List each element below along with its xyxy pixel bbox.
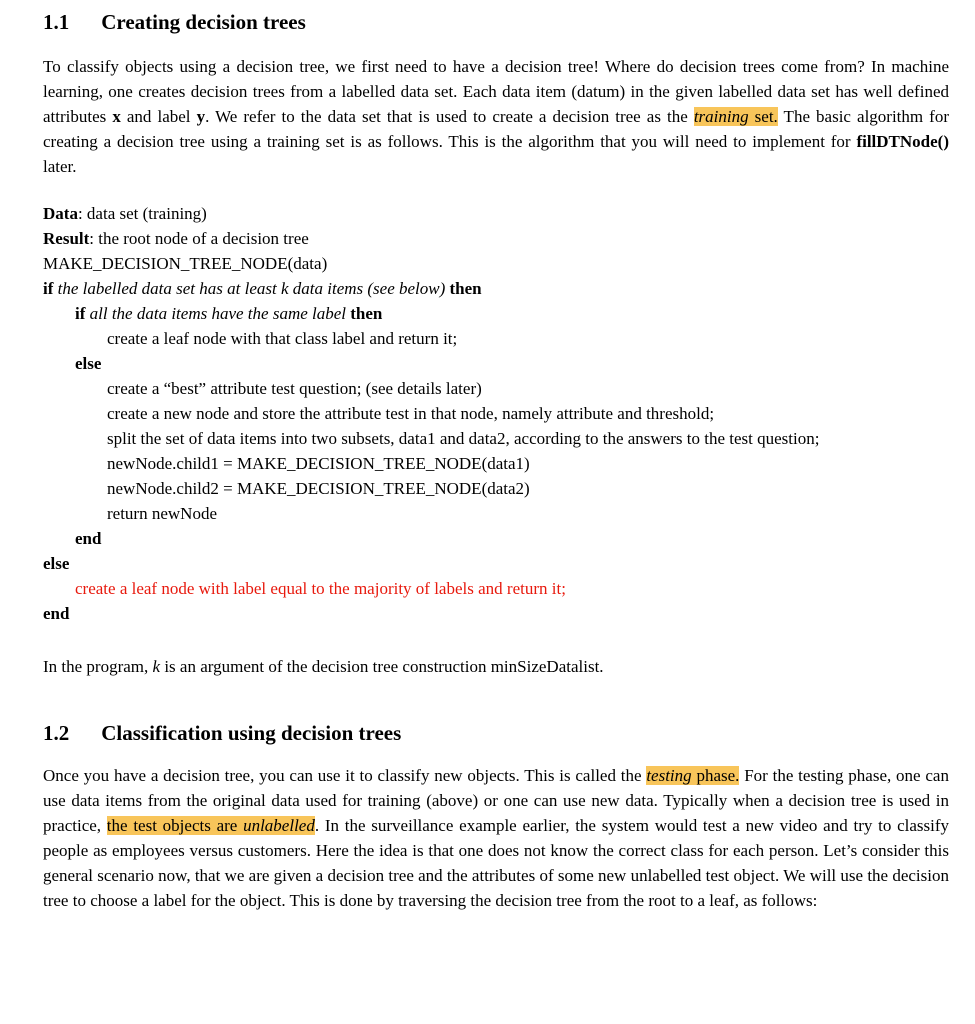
text-run: : the root node of a decision tree [89, 229, 309, 249]
text-run: the test objects are [106, 816, 244, 836]
text-run: training [693, 107, 749, 127]
text-run: MAKE_DECISION_TREE_NODE(data) [43, 254, 328, 274]
text-run: create a “best” attribute test question; (see details later) [107, 379, 482, 399]
algorithm-line [75, 301, 949, 326]
section-1-2-body-paragraph [43, 763, 949, 913]
text-run: all the data items have the same label [89, 304, 347, 324]
text-run: : data set (training) [77, 204, 207, 224]
section-1-2-number: 1.2 [43, 721, 70, 746]
text-run: create a new node and store the attribute test in that node, namely attribute and threshold; [107, 404, 715, 424]
text-run: The basic algorithm for creating a decision tree using a training set is as follows. This is the algorithm that you will need to implement for [43, 107, 950, 152]
algorithm-line [75, 526, 949, 551]
text-run: then [445, 279, 482, 299]
algorithm-line [107, 476, 887, 501]
section-1-1-title: Creating decision trees [101, 10, 306, 34]
text-run: k [152, 657, 161, 677]
algorithm-block [43, 201, 949, 626]
section-1-1-number: 1.1 [43, 10, 70, 34]
algorithm-line [107, 326, 887, 351]
text-run: end [43, 604, 70, 624]
text-run: end [75, 529, 102, 549]
algorithm-line [107, 451, 887, 476]
algorithm-line [43, 251, 949, 276]
algorithm-line [75, 576, 949, 601]
algorithm-line [75, 351, 949, 376]
text-run: testing [646, 766, 692, 786]
text-run: newNode.child2 = MAKE_DECISION_TREE_NODE(data2) [107, 479, 530, 499]
text-run: . In the surveillance example earlier, the system would test a new video and try to classify people as employees versus customers. Here the idea is that one does not know the correct class for each person. Let’s consider this general scenario now, that we are given a decision tree and the attributes of some new unlabelled test object. We will use the decision tree to choose a label for the object. This is done by traversing the decision tree from the root to a leaf, as follows: [43, 816, 950, 911]
text-run: create a leaf node with label equal to the majority of labels and return it; [75, 579, 566, 599]
text-run: the labelled data set has at least k data items (see below) [57, 279, 446, 299]
after-algorithm-paragraph [43, 654, 949, 679]
algorithm-line [43, 226, 949, 251]
text-run: phase. [691, 766, 740, 786]
text-run: newNode.child1 = MAKE_DECISION_TREE_NODE(data1) [107, 454, 530, 474]
section-1-1-intro-paragraph [43, 54, 949, 179]
section-1-2-title: Classification using decision trees [101, 721, 402, 746]
algorithm-line [43, 276, 949, 301]
algorithm-line [43, 551, 949, 576]
text-run: is an argument of the decision tree construction minSizeDatalist. [160, 657, 604, 677]
text-run: Once you have a decision tree, you can use it to classify new objects. This is called the [43, 766, 647, 786]
text-run: In the program, [43, 657, 153, 677]
text-run: set. [748, 107, 778, 127]
text-run: split the set of data items into two subsets, data1 and data2, according to the answers to the test question; [107, 429, 820, 449]
text-run: later. [43, 157, 77, 177]
text-run: For the testing phase, one can use data items from the original data used for training (above) or one can use new data. Typically when a decision tree is used in practice, [43, 766, 949, 836]
text-run: create a leaf node with that class label and return it; [107, 329, 458, 349]
text-run: Result [43, 229, 90, 249]
section-1-2-heading [43, 721, 949, 746]
text-run: x [112, 107, 121, 127]
text-run: fillDTNode() [856, 132, 949, 152]
algorithm-line [43, 601, 949, 626]
text-run: then [346, 304, 383, 324]
text-run: return newNode [107, 504, 217, 524]
text-run: Data [43, 204, 78, 224]
section-1-1-heading [43, 10, 949, 35]
algorithm-line [107, 401, 887, 426]
text-run: y [196, 107, 206, 127]
text-run: and label [120, 107, 197, 127]
algorithm-line [107, 376, 887, 401]
text-run: if [75, 304, 90, 324]
text-run: unlabelled [243, 816, 315, 836]
algorithm-line [107, 501, 887, 526]
text-run: if [43, 279, 58, 299]
algorithm-line [107, 426, 887, 451]
text-run: . We refer to the data set that is used to create a decision tree as the [205, 107, 694, 127]
text-run: else [75, 354, 102, 374]
text-run: To classify objects using a decision tree, we first need to have a decision tree! Where do decision trees come from? In machine learning, one creates decision trees from a labelled data set. Each data item (datum) in the given labelled data set has well defined attributes [43, 57, 949, 127]
algorithm-line [43, 201, 949, 226]
text-run: else [43, 554, 70, 574]
